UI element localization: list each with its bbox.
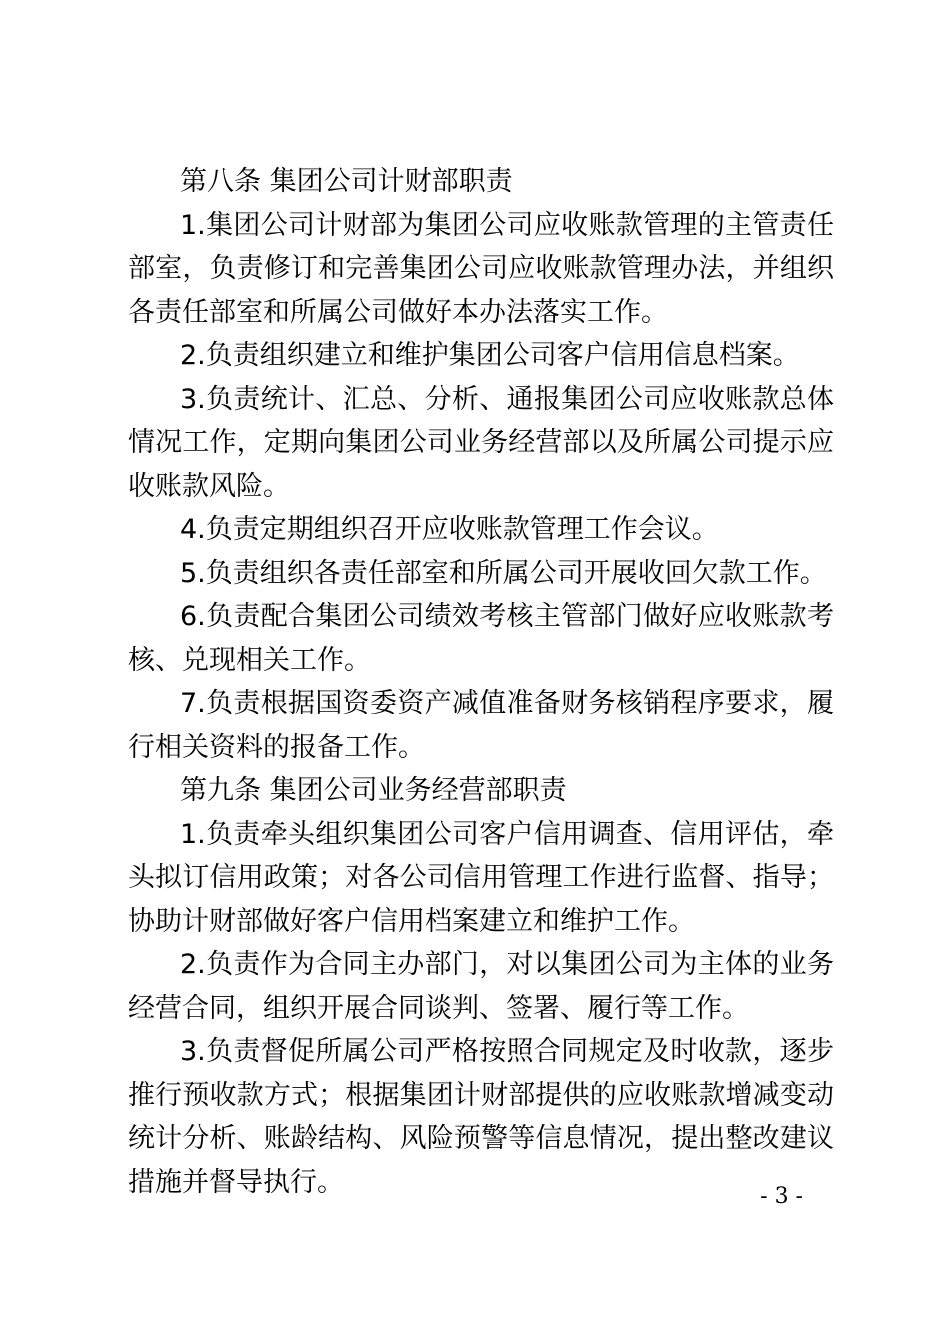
article-8-item-5: 5.负责组织各责任部室和所属公司开展收回欠款工作。 [180, 557, 827, 589]
page-number-label: - 3 - [760, 1184, 803, 1209]
page-number [0, 1182, 950, 1212]
document-body [128, 160, 834, 1204]
article-8-item-4: 4.负责定期组织召开应收账款管理工作会议。 [180, 514, 719, 545]
article-9-item-2: 2.负责作为合同主办部门，对以集团公司为主体的业务经营合同，组织开展合同谈判、签署、履行等工作。 [128, 949, 834, 1024]
article-8-item-7: 7.负责根据国资委资产减值准备财务核销程序要求，履行相关资料的报备工作。 [128, 688, 834, 763]
article-9-heading: 第九条 集团公司业务经营部职责 [180, 775, 567, 806]
article-9-item-3: 3.负责督促所属公司严格按照合同规定及时收款，逐步推行预收款方式；根据集团计财部提供的应收账款增减变动统计分析、账龄结构、风险预警等信息情况，提出整改建议措施并督导执行。 [128, 1036, 834, 1198]
article-8-item-6: 6.负责配合集团公司绩效考核主管部门做好应收账款考核、兑现相关工作。 [128, 601, 834, 676]
article-8-heading: 第八条 集团公司计财部职责 [180, 166, 513, 197]
article-8-item-3: 3.负责统计、汇总、分析、通报集团公司应收账款总体情况工作，定期向集团公司业务经营部以及所属公司提示应收账款风险。 [128, 383, 834, 502]
article-9-item-1: 1.负责牵头组织集团公司客户信用调查、信用评估，牵头拟订信用政策；对各公司信用管理工作进行监督、指导；协助计财部做好客户信用档案建立和维护工作。 [128, 818, 834, 937]
article-8-item-2: 2.负责组织建立和维护集团公司客户信用信息档案。 [180, 340, 800, 371]
article-8-item-1: 1.集团公司计财部为集团公司应收账款管理的主管责任部室，负责修订和完善集团公司应收账款管理办法，并组织各责任部室和所属公司做好本办法落实工作。 [128, 209, 834, 328]
